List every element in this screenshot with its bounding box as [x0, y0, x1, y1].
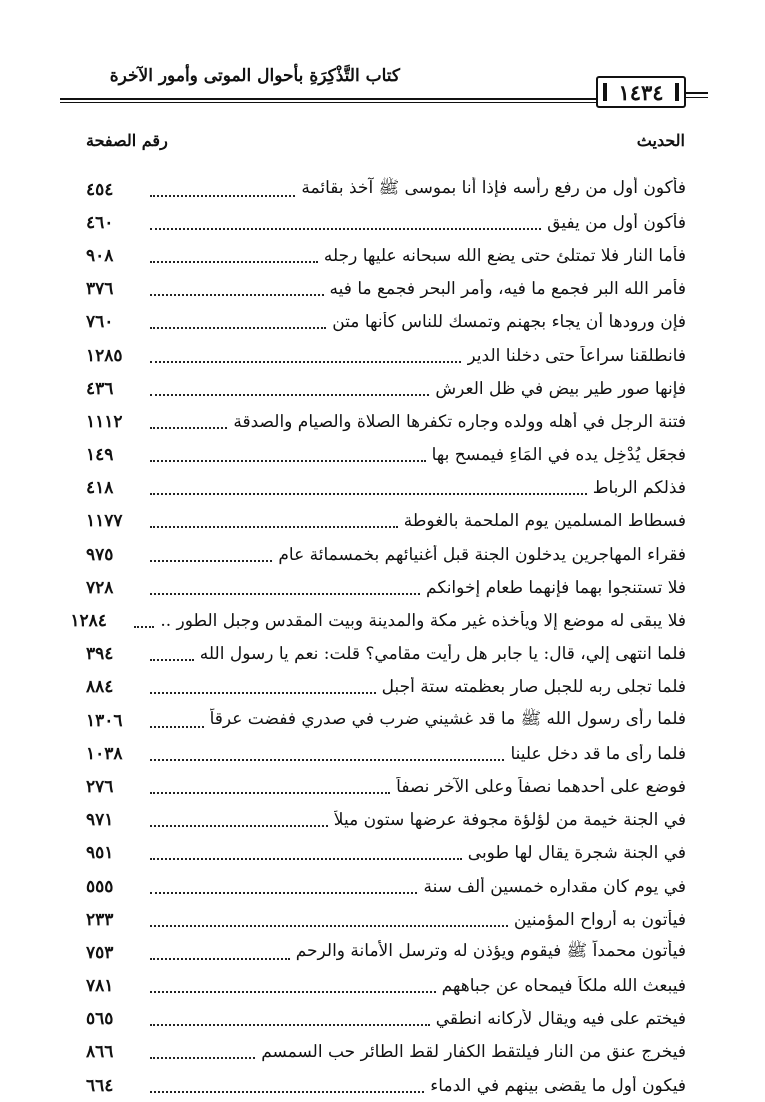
leader-dots	[150, 846, 462, 860]
index-entry	[86, 239, 686, 272]
index-entry	[86, 804, 686, 837]
hadith-text: فلما رأى رسول الله ﷺ ما قد غشيني ضرب في صدري ففضت عرقاً	[209, 709, 686, 730]
leader-dots	[150, 946, 290, 960]
leader-dots	[150, 714, 204, 728]
leader-dots	[150, 183, 295, 197]
page-ref: ١٢٨٥	[86, 345, 123, 366]
hadith-text: فيكون أول ما يقضى بينهم في الدماء	[430, 1075, 686, 1096]
leader-dots	[150, 282, 324, 296]
index-entry	[86, 472, 686, 505]
leader-dots	[150, 913, 508, 927]
index-entry	[86, 405, 686, 438]
index-entry	[86, 638, 686, 671]
index-entry	[86, 1003, 686, 1036]
page-ref: ٨٨٤	[86, 677, 114, 698]
page-ref: ١١١٢	[86, 411, 123, 432]
page-ref: ٧٨١	[86, 976, 114, 997]
index-entry	[70, 604, 686, 637]
index-entry	[86, 1069, 686, 1102]
hadith-text: فوضع على أحدهما نصفاً وعلى الآخر نصفاً	[396, 776, 686, 797]
index-entry	[86, 970, 686, 1003]
page-ref: ٥٦٥	[86, 1009, 114, 1030]
index-entry	[86, 372, 686, 405]
hadith-text: فلما انتهى إلي، قال: يا جابر هل رأيت مقامي؟ قلت: نعم يا رسول الله	[199, 644, 686, 665]
page-ref: ٩٠٨	[86, 245, 114, 266]
index-entry	[86, 571, 686, 604]
index-entry	[86, 173, 686, 206]
leader-dots	[150, 216, 541, 230]
hadith-text: فأكون أول من يفيق	[547, 212, 686, 233]
leader-dots	[150, 514, 398, 528]
page-number: ١٤٣٤	[596, 76, 686, 108]
page-ref: ١٤٩	[86, 445, 114, 466]
leader-dots	[134, 614, 154, 628]
page-ref: ٦٦٤	[86, 1075, 114, 1096]
hadith-text: فتنة الرجل في أهله وولده وجاره تكفرها الصلاة والصيام والصدقة	[233, 411, 686, 432]
page-ref: ٩٧١	[86, 810, 114, 831]
index-entry	[86, 1036, 686, 1069]
leader-dots	[150, 813, 328, 827]
index-entry	[86, 306, 686, 339]
hadith-text: فإن ورودها أن يجاء بجهنم وتمسك للناس كأنها متن	[332, 312, 686, 333]
hadith-text: فسطاط المسلمين يوم الملحمة بالغوطة	[403, 511, 686, 532]
leader-dots	[150, 880, 417, 894]
book-title: كتاب التَّذْكِرَةِ بأحوال الموتى وأمور الآخرة	[109, 66, 400, 86]
hadith-text: فأما النار فلا تمتلئ حتى يضع الله سبحانه عليها رجله	[323, 245, 686, 266]
leader-dots	[150, 1012, 430, 1026]
hadith-text: فقراء المهاجرين يدخلون الجنة قبل أغنيائهم بخمسمائة عام	[278, 544, 686, 565]
leader-dots	[150, 382, 429, 396]
hadith-text: فيختم على فيه ويقال لأركانه انطقي	[435, 1009, 686, 1030]
hadith-text: فيخرج عنق من النار فيلتقط الكفار لقط الطائر حب السمسم	[261, 1042, 686, 1063]
leader-dots	[150, 415, 227, 429]
header-rule-right-thin	[686, 97, 708, 98]
index-list	[70, 173, 686, 1102]
index-entry	[86, 936, 686, 969]
leader-dots	[150, 1079, 424, 1093]
leader-dots	[150, 747, 504, 761]
hadith-text: في يوم كان مقداره خمسين ألف سنة	[423, 876, 686, 897]
page-ref: ١٢٨٤	[70, 611, 107, 632]
hadith-text: فجعَل يُدْخِل يده في المَاءِ فيمسح بها	[431, 445, 686, 466]
column-heading-page: رقم الصفحة	[86, 131, 168, 150]
index-entry	[86, 339, 686, 372]
leader-dots	[150, 647, 194, 661]
hadith-text: فيأتون محمداً ﷺ فيقوم ويؤذن له وترسل الأمانة والرحم	[295, 941, 686, 962]
index-entry	[86, 538, 686, 571]
page-ref: ٧٢٨	[86, 577, 114, 598]
page-ref: ٣٧٦	[86, 279, 114, 300]
page-ref: ٥٥٥	[86, 876, 114, 897]
page-ref: ٤١٨	[86, 478, 114, 499]
leader-dots	[150, 1045, 255, 1059]
hadith-text: فلا يبقى له موضع إلا ويأخذه غير مكة والمدينة وبيت المقدس وجبل الطور ..	[160, 611, 686, 632]
index-entry	[86, 770, 686, 803]
index-entry	[86, 704, 686, 737]
hadith-text: فلما تجلى ربه للجبل صار بعظمته ستة أجبل	[381, 677, 686, 698]
page-ref: ٢٣٣	[86, 909, 114, 930]
hadith-text: فانطلقنا سراعاً حتى دخلنا الدير	[467, 345, 686, 366]
hadith-text: فلا تستنجوا بهما فإنهما طعام إخوانكم	[426, 577, 686, 598]
leader-dots	[150, 481, 587, 495]
page-ref: ٧٥٣	[86, 942, 114, 963]
hadith-text: في الجنة شجرة يقال لها طوبى	[467, 843, 686, 864]
page-ref: ١٠٣٨	[86, 743, 123, 764]
index-entry	[86, 737, 686, 770]
leader-dots	[150, 448, 426, 462]
header-rule-thin	[60, 102, 596, 103]
hadith-text: فأكون أول من رفع رأسه فإذا أنا بموسى ﷺ آخذ بقائمة	[301, 178, 686, 199]
page-ref: ٢٧٦	[86, 776, 114, 797]
hadith-text: فأمر الله البر فجمع ما فيه، وأمر البحر فجمع ما فيه	[329, 279, 686, 300]
index-entry	[86, 439, 686, 472]
page-ref: ٧٦٠	[86, 312, 114, 333]
hadith-text: فلما رأى ما قد دخل علينا	[510, 743, 686, 764]
hadith-text: فيأتون به أرواح المؤمنين	[513, 909, 686, 930]
hadith-text: فإنها صور طير بيض في ظل العرش	[435, 378, 686, 399]
hadith-text: فذلكم الرباط	[592, 478, 686, 499]
page-ref: ٣٩٤	[86, 644, 114, 665]
page-ref: ٤٣٦	[86, 378, 114, 399]
leader-dots	[150, 680, 376, 694]
page-ref: ٩٧٥	[86, 544, 114, 565]
leader-dots	[150, 249, 318, 263]
index-entry	[86, 870, 686, 903]
index-entry	[86, 671, 686, 704]
page-ref: ٩٥١	[86, 843, 114, 864]
page-ref: ١٣٠٦	[86, 710, 123, 731]
header-rule-right	[686, 92, 708, 94]
leader-dots	[150, 349, 461, 363]
leader-dots	[150, 315, 326, 329]
leader-dots	[150, 780, 390, 794]
index-entry	[86, 837, 686, 870]
index-entry	[86, 273, 686, 306]
hadith-text: في الجنة خيمة من لؤلؤة مجوفة عرضها ستون ميلاً	[333, 810, 686, 831]
column-heading-hadith: الحديث	[636, 131, 685, 150]
index-entry	[86, 903, 686, 936]
leader-dots	[150, 581, 420, 595]
leader-dots	[150, 979, 436, 993]
page-ref: ١١٧٧	[86, 511, 123, 532]
index-entry	[86, 505, 686, 538]
page-ref: ٤٥٤	[86, 179, 114, 200]
index-entry	[86, 206, 686, 239]
hadith-text: فيبعث الله ملكاً فيمحاه عن جباههم	[441, 976, 686, 997]
page-ref: ٨٦٦	[86, 1042, 114, 1063]
leader-dots	[150, 548, 272, 562]
header-rule	[60, 98, 596, 100]
page-ref: ٤٦٠	[86, 212, 114, 233]
